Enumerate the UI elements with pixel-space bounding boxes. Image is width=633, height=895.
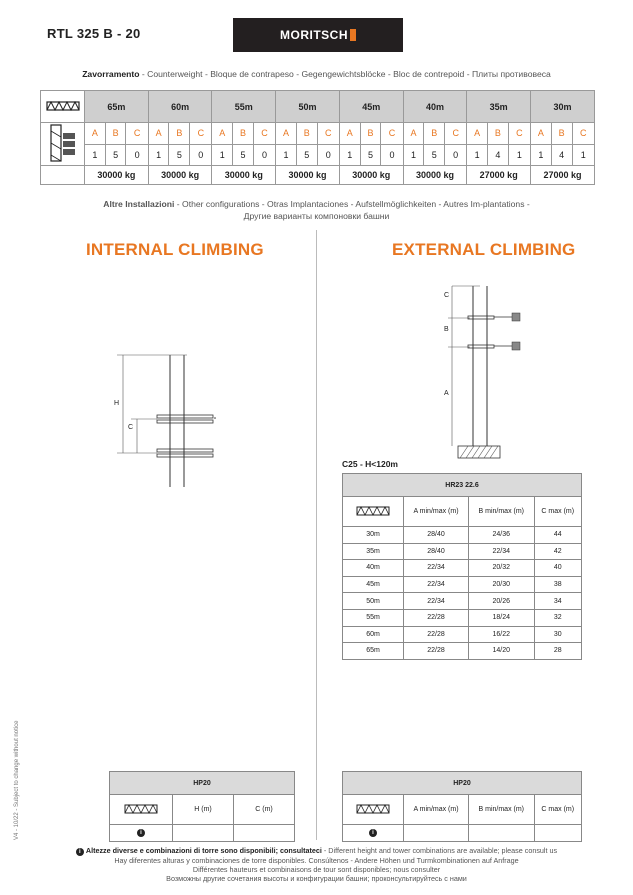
cell: 28 bbox=[534, 643, 581, 660]
cell: 28/40 bbox=[404, 527, 469, 544]
table-row bbox=[343, 593, 582, 610]
col-a: A bbox=[212, 123, 233, 145]
jib-65: 65m bbox=[85, 91, 149, 123]
cell: 40m bbox=[343, 560, 404, 577]
cell: 28/40 bbox=[404, 543, 469, 560]
jib-50: 50m bbox=[276, 91, 340, 123]
col-c: C bbox=[253, 123, 275, 145]
cell: 35m bbox=[343, 543, 404, 560]
table-title-row bbox=[343, 772, 582, 795]
block-count: 4 bbox=[488, 144, 509, 166]
block-count: 5 bbox=[233, 144, 254, 166]
cell: 16/22 bbox=[469, 626, 535, 643]
side-note: V4 - 10/22 - Subject to change without notice bbox=[14, 720, 20, 840]
footer-line-1 bbox=[0, 846, 633, 856]
external-caption: C25 - H<120m bbox=[342, 459, 398, 469]
block-count: 1 bbox=[508, 144, 530, 166]
brand-name: MORITSCH bbox=[280, 28, 348, 42]
jib-60: 60m bbox=[148, 91, 212, 123]
table-row bbox=[343, 825, 582, 842]
counterweight-label: Zavorramento bbox=[82, 69, 140, 79]
other-config-translations: - Other configurations - Otras Implantaciones - Aufstellmöglichkeiten - Autres Im-plantations - bbox=[174, 199, 530, 209]
cell: 22/34 bbox=[404, 560, 469, 577]
footer-line-3: Différentes hauteurs et combinaisons de tour sont disponibles; nous consulter bbox=[192, 865, 441, 874]
cell: 22/28 bbox=[404, 626, 469, 643]
internal-climbing-diagram bbox=[95, 345, 225, 495]
table-row bbox=[343, 609, 582, 626]
col-c: C bbox=[190, 123, 212, 145]
footer-line-1-rest: - Different height and tower combinations are available; please consult us bbox=[321, 846, 558, 855]
cell: 60m bbox=[343, 626, 404, 643]
footer-line-4: Возможны другие сочетания высоты и конфигурации башни; проконсультируйтесь с нами bbox=[166, 874, 467, 883]
counterweight-heading bbox=[0, 69, 633, 79]
jib-40: 40m bbox=[403, 91, 467, 123]
table-header-row bbox=[110, 795, 295, 825]
jib-55: 55m bbox=[212, 91, 276, 123]
table-title-row bbox=[343, 474, 582, 497]
external-climbing-heading: EXTERNAL CLIMBING bbox=[392, 240, 576, 259]
col-c: C bbox=[317, 123, 339, 145]
hp20-internal-title: HP20 bbox=[110, 772, 295, 795]
block-count: 5 bbox=[169, 144, 190, 166]
block-count-row bbox=[41, 144, 595, 166]
block-count: 1 bbox=[467, 144, 488, 166]
block-count: 4 bbox=[551, 144, 572, 166]
dim-c-ext-label: C bbox=[444, 292, 450, 299]
col-b-header: B min/max (m) bbox=[469, 795, 535, 825]
table-row bbox=[343, 543, 582, 560]
col-b: B bbox=[488, 123, 509, 145]
cell: 30 bbox=[534, 626, 581, 643]
cell bbox=[469, 825, 535, 842]
jib-35: 35m bbox=[467, 91, 531, 123]
table-row bbox=[343, 527, 582, 544]
cell: 44 bbox=[534, 527, 581, 544]
cell: 18/24 bbox=[469, 609, 535, 626]
cell: 32 bbox=[534, 609, 581, 626]
block-count: 0 bbox=[381, 144, 403, 166]
footer-bold: Altezze diverse e combinazioni di torre sono disponibili; consultateci bbox=[85, 846, 322, 855]
table-row bbox=[343, 560, 582, 577]
col-b: B bbox=[233, 123, 254, 145]
block-count: 1 bbox=[339, 144, 360, 166]
block-count: 1 bbox=[572, 144, 595, 166]
col-b-header: B min/max (m) bbox=[469, 497, 535, 527]
hp20-internal-table bbox=[109, 771, 295, 842]
cell: 22/34 bbox=[404, 593, 469, 610]
counterweight-icon bbox=[41, 123, 85, 166]
block-count: 5 bbox=[360, 144, 381, 166]
dim-a-ext-label: A bbox=[444, 390, 449, 397]
block-count: 5 bbox=[296, 144, 317, 166]
col-a: A bbox=[531, 123, 552, 145]
jib-30: 30m bbox=[531, 91, 595, 123]
cell: 22/28 bbox=[404, 609, 469, 626]
cell: 30m bbox=[343, 527, 404, 544]
other-config-label: Altre Installazioni bbox=[103, 199, 175, 209]
dim-c-label: C bbox=[128, 424, 134, 431]
counterweight-translations: - Counterweight - Bloque de contrapeso - Gegengewichtsblöcke - Bloc de contrepoid - Плиты противовеса bbox=[139, 69, 551, 79]
cell bbox=[173, 825, 234, 842]
col-a-header: A min/max (m) bbox=[404, 795, 469, 825]
cell: 20/30 bbox=[469, 576, 535, 593]
counterweight-table bbox=[40, 90, 595, 185]
info-icon-cell bbox=[110, 825, 173, 842]
info-icon: i bbox=[137, 829, 145, 837]
weight-cell: 30000 kg bbox=[276, 166, 340, 185]
cell: 55m bbox=[343, 609, 404, 626]
cell: 65m bbox=[343, 643, 404, 660]
table-row bbox=[343, 576, 582, 593]
col-a: A bbox=[339, 123, 360, 145]
cell: 20/26 bbox=[469, 593, 535, 610]
col-c: C bbox=[508, 123, 530, 145]
empty-cell bbox=[41, 166, 85, 185]
col-c-header: C max (m) bbox=[534, 795, 581, 825]
cell: 14/20 bbox=[469, 643, 535, 660]
col-b: B bbox=[169, 123, 190, 145]
cell: 24/36 bbox=[469, 527, 535, 544]
cell: 34 bbox=[534, 593, 581, 610]
col-c-header: C max (m) bbox=[534, 497, 581, 527]
col-b: B bbox=[360, 123, 381, 145]
brand-mark-icon bbox=[350, 29, 356, 41]
table-header-row bbox=[343, 795, 582, 825]
col-c: C bbox=[572, 123, 595, 145]
weight-row bbox=[41, 166, 595, 185]
footer-line-2: Hay diferentes alturas y combinaciones de torre disponibles. Consúltenos - Andere Höhen und Turmkombinationen auf Anfrage bbox=[114, 856, 519, 865]
col-a: A bbox=[85, 123, 106, 145]
col-b: B bbox=[551, 123, 572, 145]
weight-cell: 30000 kg bbox=[403, 166, 467, 185]
table-row bbox=[110, 825, 295, 842]
hr23-table bbox=[342, 473, 582, 660]
col-c: C bbox=[126, 123, 148, 145]
table-title-row bbox=[110, 772, 295, 795]
column-divider bbox=[316, 230, 317, 840]
jib-icon bbox=[41, 91, 85, 123]
col-b: B bbox=[424, 123, 445, 145]
info-icon: i bbox=[369, 829, 377, 837]
block-count: 0 bbox=[317, 144, 339, 166]
block-count: 5 bbox=[424, 144, 445, 166]
col-c: C bbox=[381, 123, 403, 145]
cell: 22/34 bbox=[469, 543, 535, 560]
letter-row bbox=[41, 123, 595, 145]
dim-h-label: H bbox=[114, 400, 120, 407]
cell: 42 bbox=[534, 543, 581, 560]
weight-cell: 30000 kg bbox=[85, 166, 149, 185]
cell: 50m bbox=[343, 593, 404, 610]
col-h-header: H (m) bbox=[173, 795, 234, 825]
cell: 20/32 bbox=[469, 560, 535, 577]
cell bbox=[534, 825, 581, 842]
other-config-ru: Другие варианты компоновки башни bbox=[243, 211, 390, 221]
hp20-external-table bbox=[342, 771, 582, 842]
col-a: A bbox=[148, 123, 169, 145]
col-b: B bbox=[105, 123, 126, 145]
table-header-row bbox=[343, 497, 582, 527]
cell bbox=[404, 825, 469, 842]
table-row bbox=[343, 643, 582, 660]
block-count: 0 bbox=[445, 144, 467, 166]
weight-cell: 30000 kg bbox=[212, 166, 276, 185]
jib-icon bbox=[343, 795, 404, 825]
cell: 45m bbox=[343, 576, 404, 593]
info-icon-cell bbox=[343, 825, 404, 842]
table-row bbox=[343, 626, 582, 643]
external-climbing-diagram bbox=[440, 284, 525, 464]
jib-45: 45m bbox=[339, 91, 403, 123]
cell: 38 bbox=[534, 576, 581, 593]
weight-cell: 30000 kg bbox=[148, 166, 212, 185]
weight-cell: 27000 kg bbox=[531, 166, 595, 185]
block-count: 1 bbox=[531, 144, 552, 166]
block-count: 1 bbox=[148, 144, 169, 166]
col-a-header: A min/max (m) bbox=[404, 497, 469, 527]
block-count: 5 bbox=[105, 144, 126, 166]
cell bbox=[234, 825, 295, 842]
col-a: A bbox=[403, 123, 424, 145]
weight-cell: 27000 kg bbox=[467, 166, 531, 185]
block-count: 1 bbox=[276, 144, 297, 166]
cell: 22/34 bbox=[404, 576, 469, 593]
block-count: 0 bbox=[126, 144, 148, 166]
block-count: 0 bbox=[253, 144, 275, 166]
block-count: 1 bbox=[85, 144, 106, 166]
col-a: A bbox=[467, 123, 488, 145]
block-count: 1 bbox=[212, 144, 233, 166]
other-config-heading bbox=[0, 199, 633, 209]
jib-icon bbox=[343, 497, 404, 527]
block-count: 1 bbox=[403, 144, 424, 166]
cell: 22/28 bbox=[404, 643, 469, 660]
col-c: C bbox=[445, 123, 467, 145]
internal-climbing-heading: INTERNAL CLIMBING bbox=[86, 240, 264, 259]
cell: 40 bbox=[534, 560, 581, 577]
hp20-external-title: HP20 bbox=[343, 772, 582, 795]
jib-icon bbox=[110, 795, 173, 825]
dim-b-ext-label: B bbox=[444, 326, 449, 333]
col-b: B bbox=[296, 123, 317, 145]
document-title: RTL 325 B - 20 bbox=[47, 26, 141, 41]
col-a: A bbox=[276, 123, 297, 145]
block-count: 0 bbox=[190, 144, 212, 166]
hr23-title: HR23 22.6 bbox=[343, 474, 582, 497]
info-icon: i bbox=[76, 848, 84, 856]
jib-row bbox=[41, 91, 595, 123]
weight-cell: 30000 kg bbox=[339, 166, 403, 185]
footer-notes bbox=[0, 846, 633, 883]
col-c-header: C (m) bbox=[234, 795, 295, 825]
brand-logo bbox=[233, 18, 403, 52]
